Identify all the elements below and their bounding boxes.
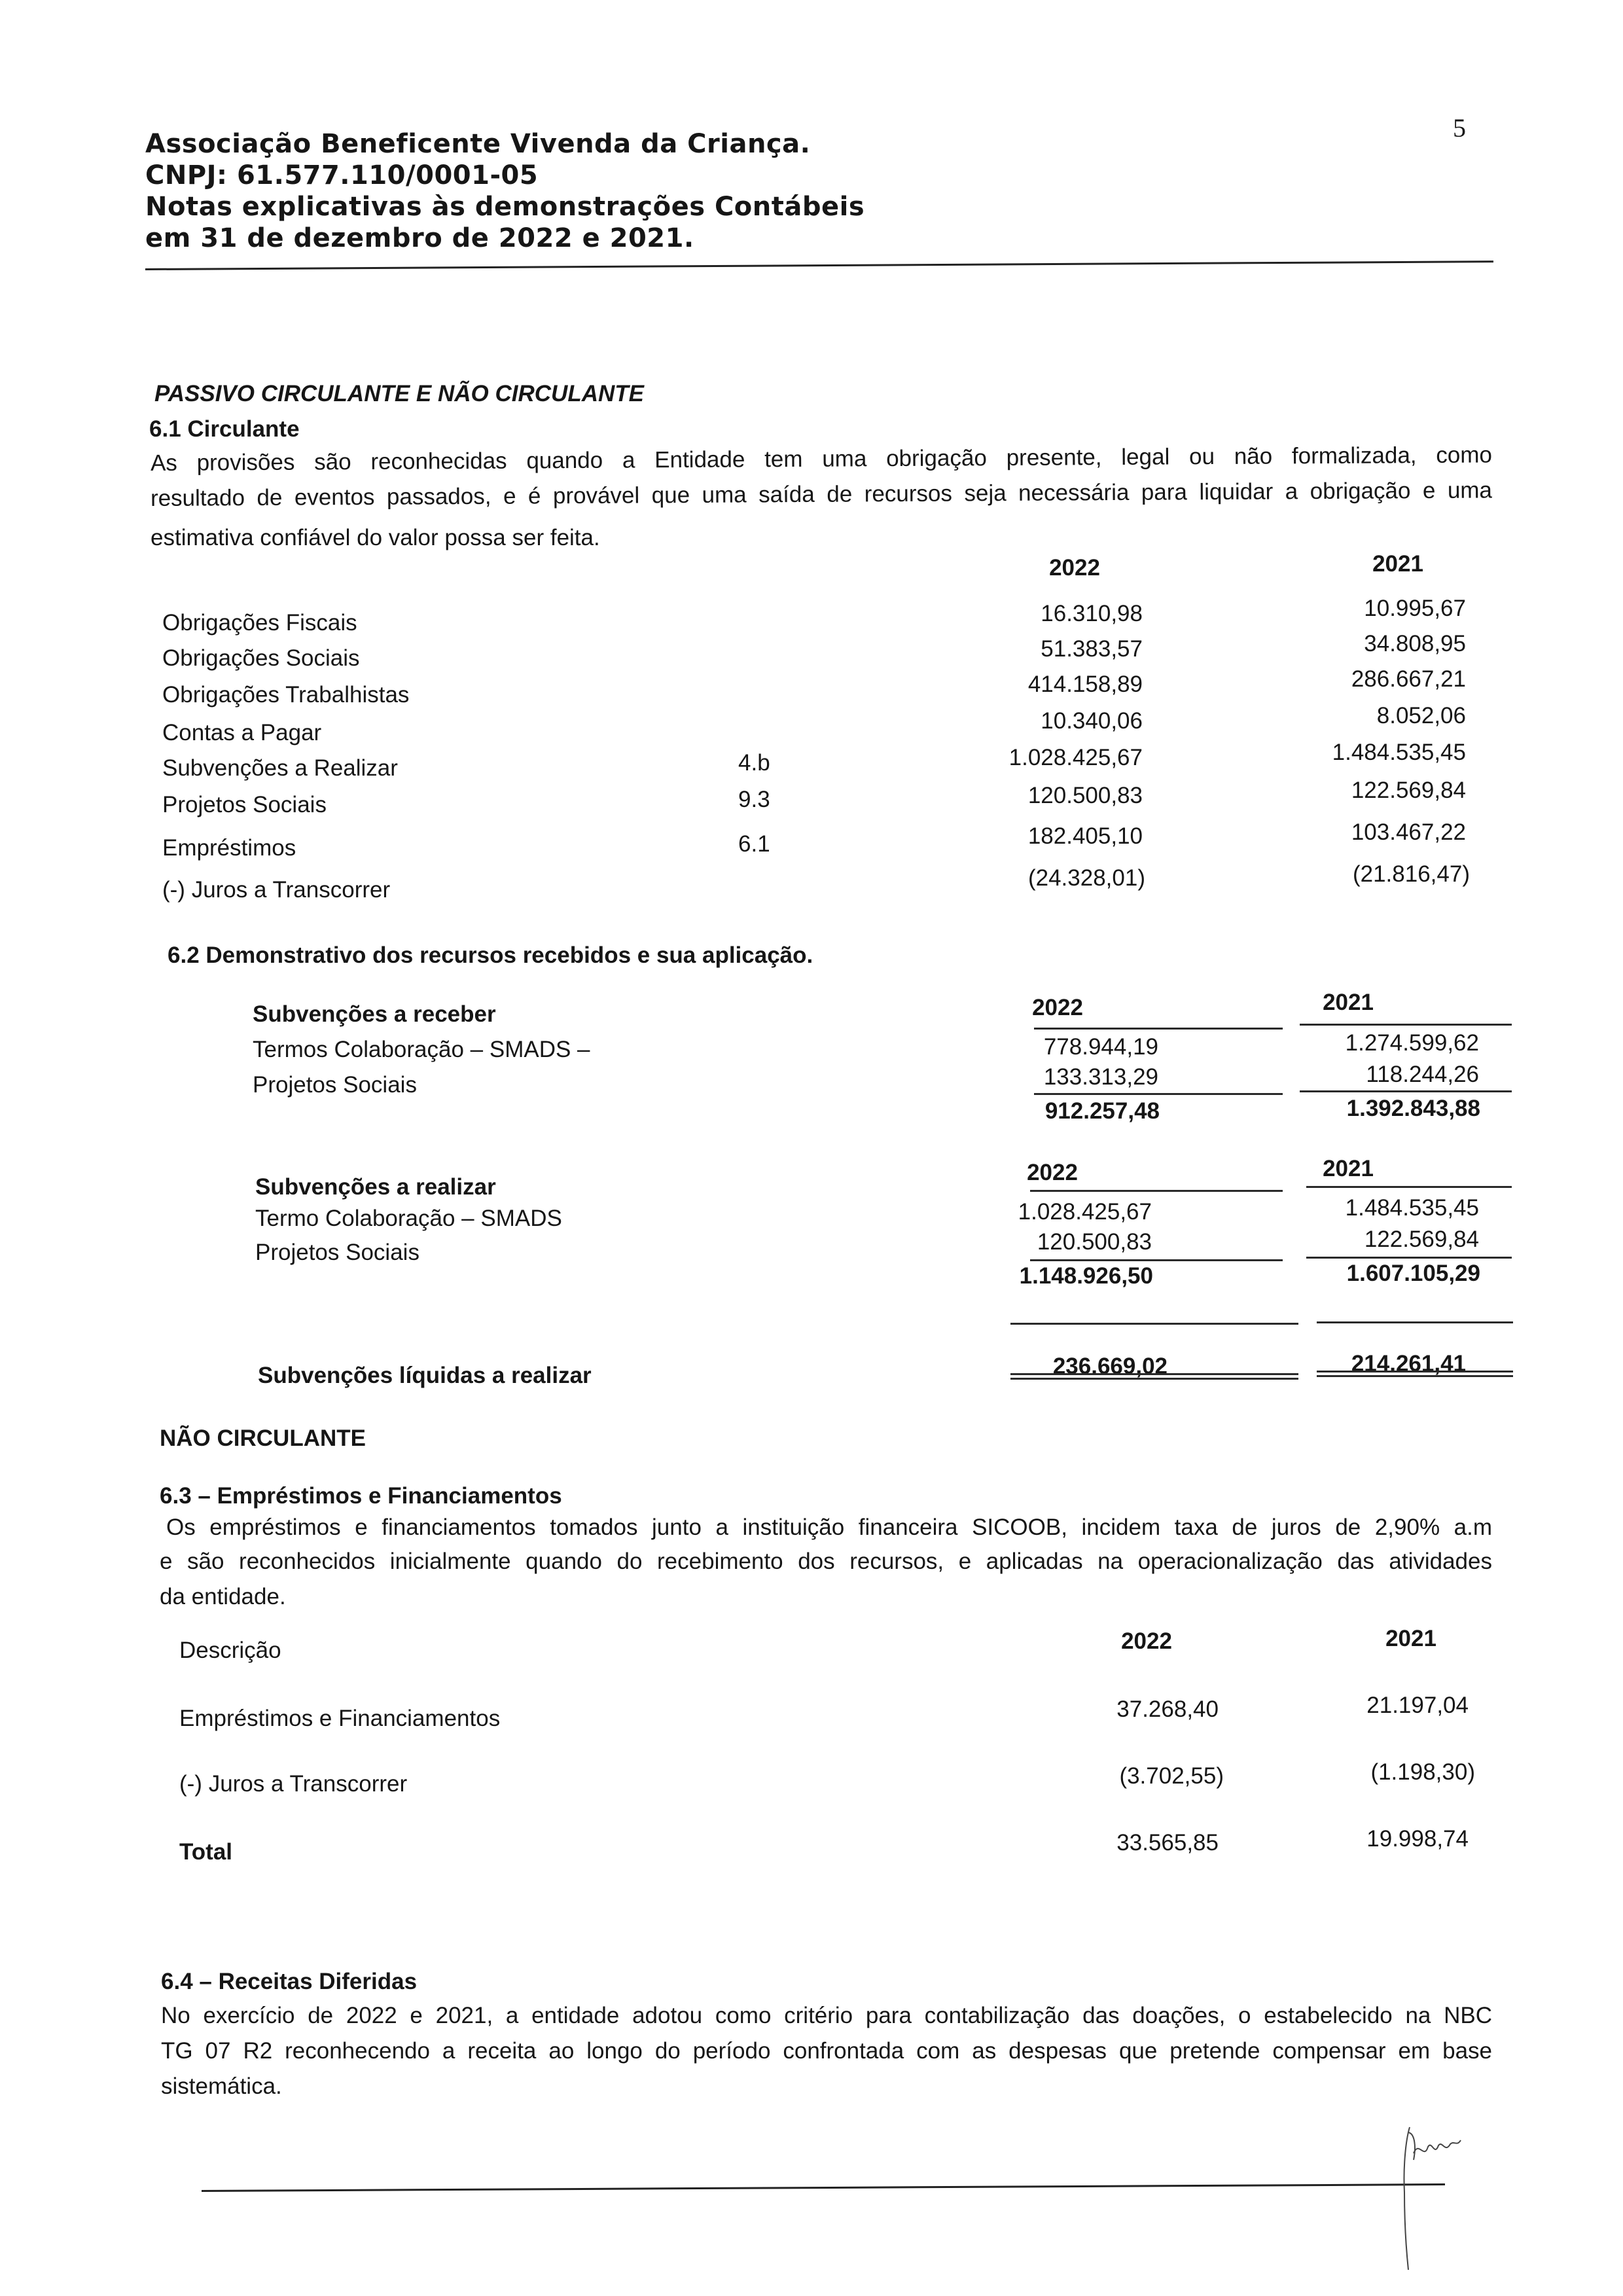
total-2022: 33.565,85 bbox=[1116, 1830, 1219, 1856]
total-label: Total bbox=[179, 1839, 233, 1865]
table-title: Subvenções a receber bbox=[253, 1001, 496, 1027]
header-divider bbox=[145, 260, 1493, 270]
row-label: Projetos Sociais bbox=[162, 792, 327, 817]
row-label: Empréstimos bbox=[162, 835, 296, 861]
liquidas-2021: 214.261,41 bbox=[1351, 1351, 1466, 1376]
row-value-2021: 21.197,04 bbox=[1366, 1693, 1469, 1718]
row-value-2022: 10.340,06 bbox=[1041, 708, 1143, 734]
table-title: Subvenções a realizar bbox=[255, 1174, 496, 1200]
column-header-2021: 2021 bbox=[1323, 990, 1374, 1015]
column-header-2021: 2021 bbox=[1385, 1626, 1436, 1651]
row-value-2022: 1.028.425,67 bbox=[1008, 745, 1143, 770]
underline bbox=[1030, 1259, 1283, 1261]
paragraph-line: estimativa confiável do valor possa ser feita. bbox=[151, 525, 600, 550]
row-label: Obrigações Trabalhistas bbox=[162, 682, 410, 708]
row-value-2021: (1.198,30) bbox=[1370, 1759, 1475, 1785]
row-value-2022: 51.383,57 bbox=[1041, 636, 1143, 662]
section-heading-6-3: 6.3 – Empréstimos e Financiamentos bbox=[160, 1483, 562, 1509]
double-underline bbox=[1317, 1371, 1513, 1377]
row-label: (-) Juros a Transcorrer bbox=[179, 1771, 408, 1797]
paragraph-line: sistemática. bbox=[161, 2073, 282, 2099]
double-underline bbox=[1010, 1373, 1298, 1380]
underline bbox=[1300, 1090, 1512, 1092]
row-value-2021: 8.052,06 bbox=[1376, 703, 1466, 728]
signature-icon bbox=[1400, 2121, 1479, 2278]
row-label: Subvenções líquidas a realizar bbox=[258, 1363, 592, 1388]
row-value-2021: (21.816,47) bbox=[1352, 861, 1470, 887]
underline bbox=[1034, 1028, 1283, 1030]
liquidas-2022: 236.669,02 bbox=[1052, 1354, 1168, 1379]
section-heading-nao-circulante: NÃO CIRCULANTE bbox=[160, 1426, 366, 1451]
underline bbox=[1306, 1186, 1512, 1188]
row-label: Obrigações Sociais bbox=[162, 645, 360, 671]
section-heading-6-1: 6.1 Circulante bbox=[149, 416, 300, 442]
column-header-2022: 2022 bbox=[1049, 555, 1100, 581]
row-label: Projetos Sociais bbox=[255, 1240, 419, 1265]
row-value-2022: 16.310,98 bbox=[1041, 601, 1143, 626]
underline bbox=[1306, 1257, 1512, 1259]
row-value-2021: 10.995,67 bbox=[1364, 596, 1466, 621]
row-value-2021: 122.569,84 bbox=[1351, 778, 1466, 803]
top-line bbox=[1317, 1321, 1513, 1323]
row-value-2022: 414.158,89 bbox=[1027, 672, 1143, 697]
paragraph-line: As provisões são reconhecidas quando a Entidade tem uma obrigação presente, legal ou não formalizada, como bbox=[150, 442, 1493, 476]
row-value-2022: (24.328,01) bbox=[1027, 865, 1145, 891]
row-label: Termos Colaboração – SMADS – bbox=[253, 1037, 590, 1062]
row-value-2021: 286.667,21 bbox=[1351, 666, 1466, 692]
row-label: Contas a Pagar bbox=[162, 720, 322, 745]
row-label: Subvenções a Realizar bbox=[162, 755, 398, 781]
row-value-2022: 120.500,83 bbox=[1037, 1229, 1152, 1255]
section-heading-6-2: 6.2 Demonstrativo dos recursos recebidos e sua aplicação. bbox=[168, 942, 813, 968]
row-label: Empréstimos e Financiamentos bbox=[179, 1706, 501, 1731]
column-header-2022: 2022 bbox=[1121, 1628, 1172, 1654]
row-note-ref: 6.1 bbox=[738, 831, 770, 857]
row-value-2021: 118.244,26 bbox=[1366, 1062, 1479, 1087]
row-value-2021: 34.808,95 bbox=[1364, 631, 1466, 656]
row-value-2021: 103.467,22 bbox=[1351, 819, 1466, 845]
row-label: (-) Juros a Transcorrer bbox=[162, 877, 391, 903]
paragraph-line: Os empréstimos e financiamentos tomados junto a instituição financeira SICOOB, incidem taxa de juros de 2,90% a.m bbox=[166, 1515, 1492, 1540]
cnpj: CNPJ: 61.577.110/0001-05 bbox=[145, 160, 539, 190]
top-line bbox=[1010, 1323, 1298, 1325]
footer-divider bbox=[202, 2183, 1445, 2192]
row-label: Projetos Sociais bbox=[253, 1072, 417, 1098]
total-2021: 19.998,74 bbox=[1366, 1826, 1469, 1852]
row-value-2022: 37.268,40 bbox=[1116, 1696, 1219, 1722]
row-value-2022: (3.702,55) bbox=[1119, 1763, 1224, 1789]
paragraph-line: e são reconhecidos inicialmente quando do recebimento dos recursos, e aplicadas na operacionalização das atividades bbox=[160, 1549, 1492, 1574]
total-2021: 1.607.105,29 bbox=[1346, 1261, 1480, 1286]
paragraph-line: resultado de eventos passados, e é provável que uma saída de recursos seja necessária para liquidar a obrigação e uma bbox=[150, 477, 1493, 511]
column-header-2022: 2022 bbox=[1027, 1160, 1078, 1185]
row-label: Obrigações Fiscais bbox=[162, 610, 357, 636]
row-value-2022: 182.405,10 bbox=[1027, 823, 1143, 849]
row-value-2022: 1.028.425,67 bbox=[1018, 1199, 1152, 1225]
total-2021: 1.392.843,88 bbox=[1346, 1096, 1480, 1121]
column-header-2022: 2022 bbox=[1032, 995, 1083, 1020]
row-value-2022: 120.500,83 bbox=[1027, 783, 1143, 808]
column-header-descricao: Descrição bbox=[179, 1638, 281, 1663]
document-title: Notas explicativas às demonstrações Contábeis bbox=[145, 192, 865, 222]
row-value-2022: 133.313,29 bbox=[1043, 1064, 1158, 1090]
row-value-2021: 1.274.599,62 bbox=[1345, 1030, 1479, 1056]
underline bbox=[1300, 1024, 1512, 1026]
paragraph-line: No exercício de 2022 e 2021, a entidade adotou como critério para contabilização das doações, o estabelecido na NBC bbox=[161, 2003, 1492, 2028]
paragraph-line: TG 07 R2 reconhecendo a receita ao longo do período confrontada com as despesas que pretende compensar em base bbox=[161, 2038, 1492, 2064]
row-value-2021: 122.569,84 bbox=[1364, 1227, 1479, 1252]
row-value-2021: 1.484.535,45 bbox=[1345, 1195, 1479, 1221]
column-header-2021: 2021 bbox=[1323, 1156, 1374, 1181]
total-2022: 912.257,48 bbox=[1044, 1098, 1160, 1124]
underline bbox=[1030, 1190, 1283, 1192]
row-note-ref: 9.3 bbox=[738, 787, 770, 812]
row-value-2022: 778.944,19 bbox=[1043, 1034, 1158, 1060]
column-header-2021: 2021 bbox=[1372, 551, 1423, 577]
section-heading-6-4: 6.4 – Receitas Diferidas bbox=[161, 1969, 418, 1994]
page-number: 5 bbox=[1453, 113, 1466, 143]
document-period: em 31 de dezembro de 2022 e 2021. bbox=[145, 223, 694, 253]
total-2022: 1.148.926,50 bbox=[1019, 1263, 1153, 1289]
row-label: Termo Colaboração – SMADS bbox=[255, 1206, 562, 1231]
row-value-2021: 1.484.535,45 bbox=[1332, 740, 1466, 765]
row-note-ref: 4.b bbox=[738, 750, 770, 776]
section-heading-passivo: PASSIVO CIRCULANTE E NÃO CIRCULANTE bbox=[154, 381, 644, 406]
paragraph-line: da entidade. bbox=[160, 1584, 286, 1609]
underline bbox=[1034, 1093, 1283, 1095]
org-name: Associação Beneficente Vivenda da Criança. bbox=[145, 129, 811, 159]
